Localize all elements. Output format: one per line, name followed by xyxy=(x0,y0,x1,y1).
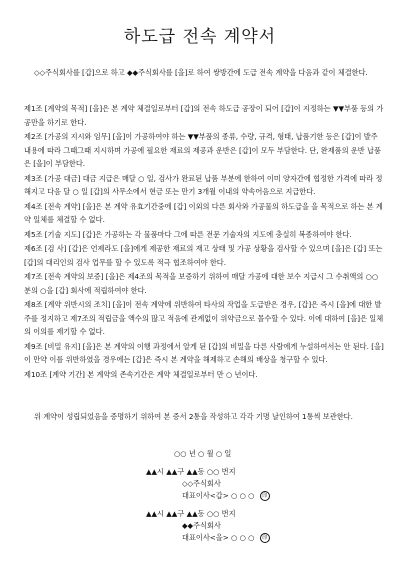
seal-icon: 印 xyxy=(260,491,270,501)
document-title: 하도급 전속 계약서 xyxy=(123,27,277,47)
article-3: 제3조 [가공 대금] 대금 지급은 매달 ○ 일, 검사가 완료된 납품 부분에 한하여 이미 양자간에 협정한 가격에 따라 정해지고 다음 달 ○ 일 [갑]의 사무소에서 현금 또는 만기 3개월 이내의 약속어음으로 지급한다. xyxy=(24,173,383,196)
intro-section xyxy=(24,66,384,80)
closing-paragraph: 위 계약이 성립되었음을 증명하기 위하여 본 증서 2통을 작성하고 각각 기명 날인하여 1통씩 보관한다. xyxy=(34,412,353,421)
article-7: 제7조 [전속 계약의 보증] [을]은 제4조의 목적을 보증하기 위하여 매달 가공에 대한 보수 지급시 그 수취액의 ○○분의 ○을 [갑] 회사에 적립하여야 한다. xyxy=(24,272,379,295)
intro-paragraph: ◇◇주식회사를 [갑]으로 하고 ◆◆주식회사를 [을]로 하여 쌍방간에 도급 전속 계약을 다음과 같이 체결한다. xyxy=(34,68,368,77)
party-b-company: ◆◆주식회사 xyxy=(182,521,221,530)
article-9: 제9조 [비밀 유지] [을]은 본 계약의 이행 과정에서 알게 된 [갑]의 비밀을 다른 사람에게 누설하여서는 안 된다. [을]이 만약 이를 위반하였을 경우에는 [갑]은 즉시 본 계약을 해제하고 손해의 배상을 청구할 수 있다. xyxy=(24,341,384,364)
party-a-representative xyxy=(182,490,270,502)
article-10: 제10조 [계약 기간] 본 계약의 존속기간은 계약 체결일로부터 만 ○ 년이다. xyxy=(24,369,258,379)
party-b-representative xyxy=(182,532,270,544)
article-5: 제5조 [기술 지도] [갑]은 가공하는 각 물품마다 그에 따른 전문 기술자의 지도에 충실히 복종하여야 한다. xyxy=(24,229,352,239)
article-8: 제8조 [계약 위반시의 조치] [을]이 전속 계약에 위반하여 타사의 작업을 도급받은 경우, [갑]은 즉시 [을]에 대한 발주를 정지하고 제7조의 적립금을 액수의 많고 적음에 관계없이 위약금으로 몰수할 수 있다. 이에 대하여 [을]은 일체의 이의를 제기할 수 없다. xyxy=(24,300,384,336)
party-a-representative-text: 대표이사<갑> ○ ○ ○ xyxy=(182,491,255,500)
party-a-address: ▲▲시 ▲▲구 ▲▲동 ○○ 번지 xyxy=(146,467,236,476)
seal-icon: 印 xyxy=(260,533,270,543)
article-4: 제4조 [전속 계약] [을]은 본 계약 유효기간중에 [갑] 이외의 다른 회사와 가공물의 하도급을 을 목적으로 하는 본 계약 일체를 체결할 수 없다. xyxy=(24,201,383,224)
closing-section xyxy=(24,410,384,424)
party-a-company: ◇◇주식회사 xyxy=(182,479,221,488)
article-2: 제2조 [가공의 지시와 임무] [을]이 가공하여야 하는 ▼▼부품의 종류, 수량, 규격, 형태, 납품기한 등은 [갑]이 발주 내용에 따라 그때그때 지시하며 가공에 필요한 재료의 제공과 운반은 [갑]이 모두 부담한다. 단, 완제품의 운반 납품은 [을]이 부담한다. xyxy=(24,132,381,168)
article-1: 제1조 [계약의 목적] [을]은 본 계약 체결일로부터 [갑]의 전속 하도급 공장이 되어 [갑]이 지정하는 ▼▼부품 등의 가공만을 하기로 한다. xyxy=(24,104,384,127)
article-6: 제6조 [검 사] [갑]은 언제라도 [을]에게 제공한 재료의 재고 상태 및 가공 상황을 검사할 수 있으며 [을]은 [갑] 또는 [갑]의 대리인의 검사 업무를 할 수 있도록 적극 협조하여야 한다. xyxy=(24,244,383,267)
articles-section xyxy=(24,102,384,382)
party-b-address: ▲▲시 ▲▲구 ▲▲동 ○○ 번지 xyxy=(146,509,236,518)
party-b-representative-text: 대표이사<을> ○ ○ ○ xyxy=(182,533,255,542)
date-line: ○○ 년 ○ 월 ○ 일 xyxy=(174,449,232,458)
